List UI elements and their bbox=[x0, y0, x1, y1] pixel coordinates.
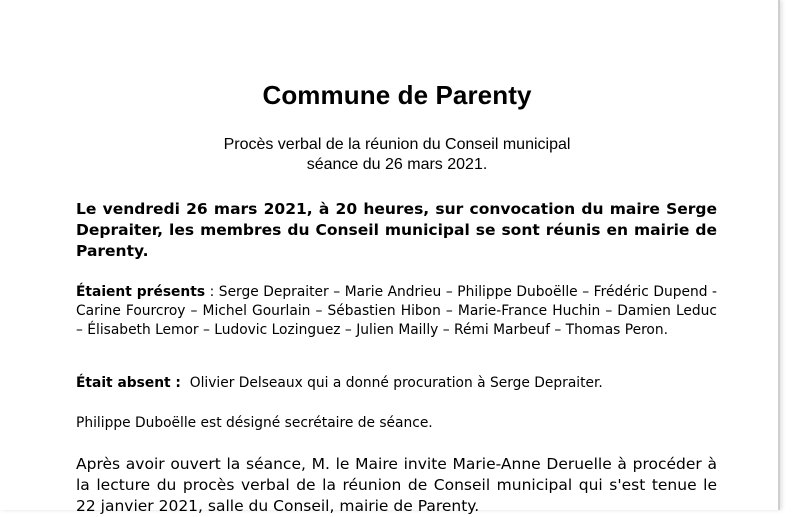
intro-paragraph: Le vendredi 26 mars 2021, à 20 heures, sur convocation du maire Serge Depraiter, les membres du Conseil municipal se sont réunis en mairie de Parenty. bbox=[76, 200, 717, 260]
absent-text: Olivier Delseaux qui a donné procuration à Serge Depraiter. bbox=[180, 375, 603, 391]
secretary-paragraph: Philippe Duboëlle est désigné secrétaire de séance. bbox=[76, 415, 433, 431]
subtitle-line-1: Procès verbal de la réunion du Conseil municipal bbox=[223, 136, 571, 153]
document-title: Commune de Parenty bbox=[262, 80, 532, 110]
absent-paragraph bbox=[76, 374, 717, 393]
lecture-paragraph: Après avoir ouvert la séance, M. le Maire invite Marie-Anne Deruelle à procéder à la lecture du procès verbal de la réunion de Conseil municipal qui s'est tenue le 22 janvier 2021, salle du Conseil, mairie de Parenty. bbox=[76, 455, 717, 515]
absent-label: Était absent : bbox=[76, 375, 181, 391]
attendees-paragraph bbox=[76, 283, 717, 340]
attendees-label: Étaient présents bbox=[76, 284, 206, 300]
document-subtitle bbox=[0, 135, 794, 175]
subtitle-line-2: séance du 26 mars 2021. bbox=[306, 156, 488, 173]
attendees-list: : Serge Depraiter – Marie Andrieu – Philippe Duboëlle – Frédéric Dupend - Carine Fourcroy – Michel Gourlain – Sébastien Hibon – Marie-France Huchin – Damien Leduc – Élisabeth Lemor – Ludovic Lozinguez – Julien Mailly – Rémi Marbeuf – Thomas Peron. bbox=[76, 284, 717, 338]
